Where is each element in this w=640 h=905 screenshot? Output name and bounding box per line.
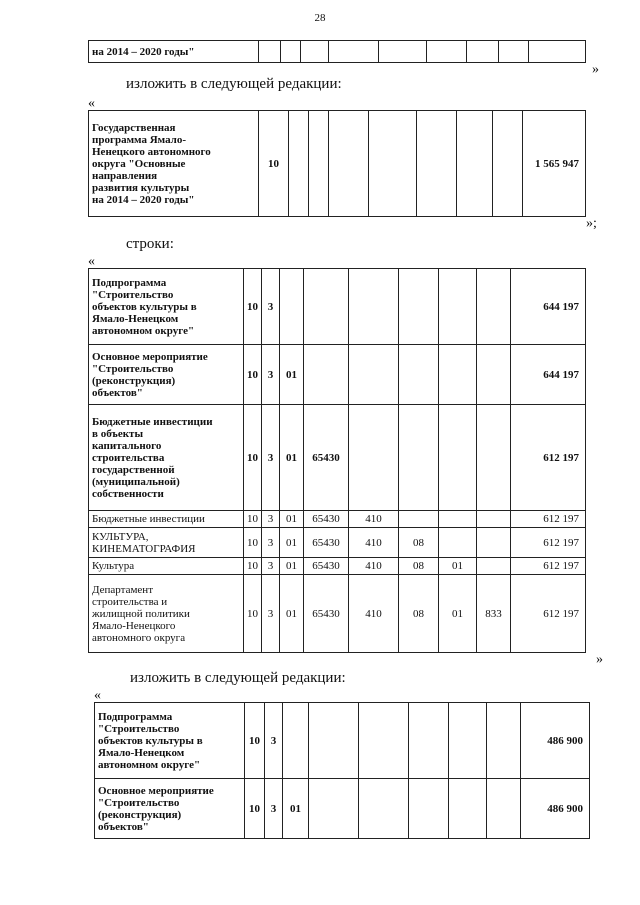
amount-cell: 486 900 [521, 779, 590, 839]
closing-quote: » [592, 62, 599, 77]
table-2 [88, 110, 586, 217]
row-name: Подпрограмма "Строительство объектов культуры в Ямало-Ненецком автономном округе" [89, 269, 244, 345]
row-name: Бюджетные инвестиции [89, 511, 244, 528]
row-name: Подпрограмма "Строительство объектов культуры в Ямало-Ненецком автономном округе" [95, 703, 245, 779]
code-cell: 10 [259, 111, 289, 217]
amount-cell: 644 197 [511, 269, 586, 345]
instruction-2: строки: [126, 236, 174, 252]
opening-quote-3: « [94, 688, 101, 703]
table-row: Основное мероприятие "Строительство (реконструкция) объектов" 10 3 01 644 197 [89, 345, 586, 405]
row-name: Основное мероприятие "Строительство (реконструкция) объектов" [95, 779, 245, 839]
table-row [89, 41, 586, 63]
table-3 [88, 268, 586, 653]
amount-cell: 612 197 [511, 511, 586, 528]
page-number: 28 [314, 12, 326, 24]
table-row: КУЛЬТУРА, КИНЕМАТОГРАФИЯ 10 3 01 65430 410 08 612 197 [89, 528, 586, 558]
row-name: Государственная программа Ямало- Ненецкого автономного округа "Основные направления развития культуры на 2014 – 2020 годы" [89, 111, 259, 217]
table-row: Бюджетные инвестиции в объекты капитального строительства государственной (муниципальной) собственности 10 3 01 65430 612 197 [89, 405, 586, 511]
row-name: Бюджетные инвестиции в объекты капитального строительства государственной (муниципальной) собственности [89, 405, 244, 511]
amount-cell: 612 197 [511, 575, 586, 653]
table-row [89, 111, 586, 217]
row-name: Основное мероприятие "Строительство (реконструкция) объектов" [89, 345, 244, 405]
table-row: Основное мероприятие "Строительство (реконструкция) объектов" 10 3 01 486 900 [95, 779, 590, 839]
opening-quote-1: « [88, 96, 95, 111]
row-name: Департамент строительства и жилищной политики Ямало-Ненецкого автономного округа [89, 575, 244, 653]
table-4 [94, 702, 590, 839]
table-row: Департамент строительства и жилищной политики Ямало-Ненецкого автономного округа 10 3 01 65430 410 08 01 833 612 197 [89, 575, 586, 653]
table-row: Подпрограмма "Строительство объектов культуры в Ямало-Ненецком автономном округе" 10 3 486 900 [95, 703, 590, 779]
table-row: Культура 10 3 01 65430 410 08 01 612 197 [89, 558, 586, 575]
table-row: Подпрограмма "Строительство объектов культуры в Ямало-Ненецком автономном округе" 10 3 644 197 [89, 269, 586, 345]
closing-quote-2: »; [586, 216, 597, 231]
amount-cell: 612 197 [511, 405, 586, 511]
instruction-1: изложить в следующей редакции: [126, 76, 342, 92]
table-row: Бюджетные инвестиции 10 3 01 65430 410 612 197 [89, 511, 586, 528]
instruction-3: изложить в следующей редакции: [130, 670, 346, 686]
table-1 [88, 40, 586, 63]
amount-cell: 1 565 947 [523, 111, 586, 217]
closing-quote-3: » [596, 652, 603, 667]
amount-cell: 486 900 [521, 703, 590, 779]
amount-cell: 612 197 [511, 528, 586, 558]
row-name: на 2014 – 2020 годы" [89, 41, 259, 63]
row-name: Культура [89, 558, 244, 575]
amount-cell: 644 197 [511, 345, 586, 405]
row-name: КУЛЬТУРА, КИНЕМАТОГРАФИЯ [89, 528, 244, 558]
amount-cell: 612 197 [511, 558, 586, 575]
opening-quote-2: « [88, 254, 95, 269]
